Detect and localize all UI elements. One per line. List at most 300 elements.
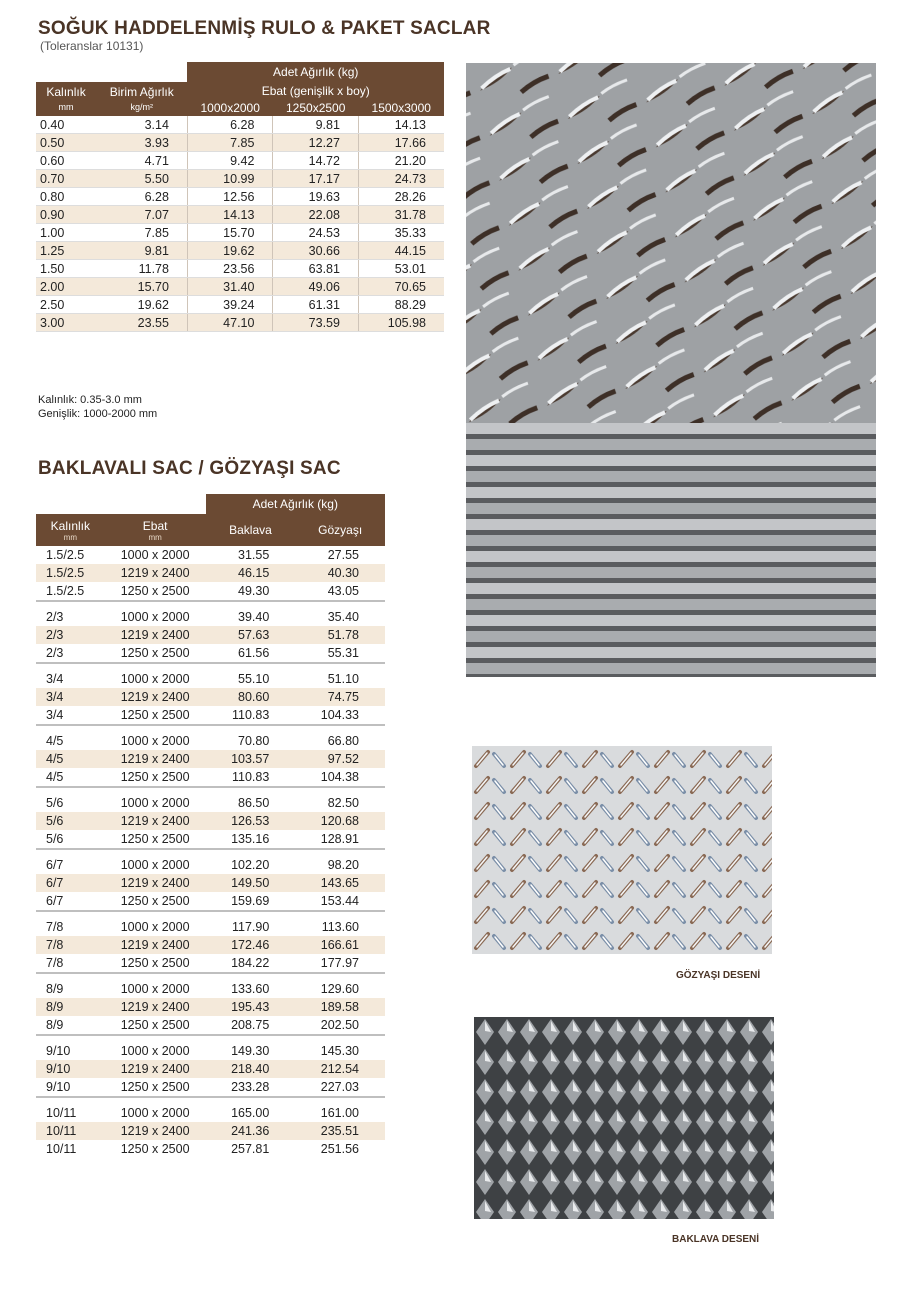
table-cell: 133.60	[231, 982, 270, 996]
table-cell: 7.85	[187, 134, 273, 152]
plate-layer-shadow	[466, 626, 876, 631]
table-row	[36, 688, 385, 706]
table-cell: 166.61	[295, 936, 385, 954]
table-cell: 1250 x 2500	[120, 1142, 190, 1156]
gozyasi-caption: GÖZYAŞI DESENİ	[676, 970, 761, 981]
table-cell: 3.00	[36, 314, 96, 332]
table-cell: 4.71	[96, 152, 187, 170]
table-cell: 117.90	[231, 920, 270, 934]
diamond-plate-stack-photo	[466, 63, 876, 677]
table-cell: 135.16	[231, 832, 270, 846]
table-cell: 1.50	[36, 260, 96, 278]
header-birim	[96, 82, 187, 116]
table-cell: 1000 x 2000	[120, 1044, 190, 1058]
table-cell: 7.07	[96, 206, 187, 224]
table-cell: 11.78	[96, 260, 187, 278]
group-separator	[36, 849, 385, 856]
table-cell: 1219 x 2400	[105, 688, 206, 706]
table-cell: 73.59	[273, 314, 359, 332]
plate-layer-shadow	[466, 530, 876, 535]
table-cell: 4/5	[36, 750, 105, 768]
table-cell: 63.81	[273, 260, 359, 278]
table-cell: 218.40	[206, 1060, 296, 1078]
header-kalinlik	[36, 82, 96, 116]
table-cell: 4/5	[46, 734, 64, 748]
table-cell: 110.83	[231, 708, 270, 722]
table-cell: 10/11	[46, 1106, 77, 1120]
table-cell: 47.10	[187, 314, 273, 332]
table-cell: 145.30	[320, 1044, 359, 1058]
table-cell: 1219 x 2400	[105, 998, 206, 1016]
table-cell: 104.38	[320, 770, 359, 784]
plate-layer-shadow	[466, 658, 876, 663]
plate-layer	[466, 647, 876, 658]
table-row	[36, 206, 444, 224]
plate-layer	[466, 487, 876, 498]
table-cell: 0.40	[36, 116, 96, 134]
table-cell: 40.30	[295, 564, 385, 582]
header-birim-label: Birim Ağırlık	[109, 85, 174, 99]
group-separator-cell	[36, 849, 385, 856]
table-row	[36, 1140, 385, 1158]
table-row	[36, 1122, 385, 1140]
table-cell: 80.60	[206, 688, 296, 706]
table-cell: 5.50	[96, 170, 187, 188]
group-separator-cell	[36, 787, 385, 794]
table-cell: 1.5/2.5	[46, 584, 85, 598]
header-kalinlik-label: Kalınlık	[46, 85, 86, 99]
table-row	[36, 260, 444, 278]
table-row	[36, 170, 444, 188]
table-cell: 51.10	[327, 672, 359, 686]
table-cell: 9.81	[273, 116, 359, 134]
table-row	[36, 626, 385, 644]
table-cell: 19.62	[96, 296, 187, 314]
table-cell: 208.75	[231, 1018, 270, 1032]
table-cell: 1.00	[36, 224, 96, 242]
table-cell: 5/6	[46, 796, 64, 810]
table-cell: 19.63	[273, 188, 359, 206]
table-cell: 39.40	[238, 610, 270, 624]
table-cell: 9/10	[46, 1044, 71, 1058]
table-cell: 1219 x 2400	[105, 564, 206, 582]
header-ebat-2-label: Ebat	[142, 518, 168, 533]
plate-layer-shadow	[466, 674, 876, 677]
table-cell: 70.80	[238, 734, 270, 748]
table-cell: 227.03	[320, 1080, 359, 1094]
table-cell: 8/9	[36, 998, 105, 1016]
table-cell: 8/9	[46, 982, 64, 996]
table-row	[36, 242, 444, 260]
table-cell: 1000 x 2000	[120, 1106, 190, 1120]
table-cell: 57.63	[206, 626, 296, 644]
table-cell: 10/11	[46, 1142, 77, 1156]
plate-layer	[466, 567, 876, 578]
table-row	[36, 750, 385, 768]
table-cell: 1000 x 2000	[120, 610, 190, 624]
table-row	[36, 224, 444, 242]
table-cell: 51.78	[295, 626, 385, 644]
table-row	[36, 1060, 385, 1078]
table-cell: 35.33	[358, 224, 444, 242]
plate-layer	[466, 455, 876, 466]
table-row	[36, 152, 444, 170]
table-cell: 5/6	[46, 832, 64, 846]
header-kalinlik-2-unit: mm	[63, 532, 77, 542]
table-cell: 1250 x 2500	[120, 1018, 190, 1032]
header-group-weight-2: Adet Ağırlık (kg)	[206, 494, 385, 514]
group-separator	[36, 911, 385, 918]
group-separator-cell	[36, 601, 385, 608]
table-cell: 1250 x 2500	[120, 832, 190, 846]
table-cell: 31.40	[187, 278, 273, 296]
table-cell: 12.27	[273, 134, 359, 152]
table-cell: 1250 x 2500	[120, 1080, 190, 1094]
table-row	[36, 134, 444, 152]
table-cell: 3/4	[36, 688, 105, 706]
plate-layer	[466, 503, 876, 514]
table-cell: 1000 x 2000	[120, 672, 190, 686]
table-row	[36, 608, 385, 626]
table-cell: 49.06	[273, 278, 359, 296]
group-separator	[36, 1035, 385, 1042]
table-cell: 1250 x 2500	[120, 894, 190, 908]
table-cell: 10.99	[187, 170, 273, 188]
table-cell: 39.24	[187, 296, 273, 314]
table-row	[36, 644, 385, 663]
table-row	[36, 732, 385, 750]
table-cell: 105.98	[358, 314, 444, 332]
table-cell: 0.90	[36, 206, 96, 224]
group-separator-cell	[36, 1097, 385, 1104]
table-cell: 159.69	[231, 894, 270, 908]
table-cell: 3/4	[46, 708, 64, 722]
plate-layer	[466, 439, 876, 450]
table-cell: 104.33	[320, 708, 359, 722]
table-cell: 88.29	[358, 296, 444, 314]
table-cell: 6/7	[46, 858, 64, 872]
table-row	[36, 768, 385, 787]
header-kalinlik-2	[36, 514, 105, 546]
table-cell: 1.5/2.5	[46, 548, 85, 562]
table-cell: 74.75	[295, 688, 385, 706]
table-cell: 14.13	[358, 116, 444, 134]
table-cell: 110.83	[231, 770, 270, 784]
table-cell: 126.53	[206, 812, 296, 830]
table-row	[36, 116, 444, 134]
table-cell: 113.60	[321, 920, 359, 934]
table-cell: 120.68	[295, 812, 385, 830]
table-cell: 1250 x 2500	[120, 646, 190, 660]
table-cell: 17.66	[358, 134, 444, 152]
header-kalinlik-unit: mm	[58, 102, 74, 112]
table-row	[36, 278, 444, 296]
table-cell: 31.55	[238, 548, 270, 562]
table-cell: 10/11	[36, 1122, 105, 1140]
header-ebat-2-unit: mm	[148, 532, 162, 542]
table-cell: 172.46	[206, 936, 296, 954]
table-cell: 49.30	[238, 584, 270, 598]
table-cell: 5/6	[36, 812, 105, 830]
table-cell: 7/8	[46, 956, 64, 970]
table-cell: 2/3	[46, 646, 64, 660]
table-row	[36, 546, 385, 564]
table-cell: 212.54	[295, 1060, 385, 1078]
plate-layer-shadow	[466, 594, 876, 599]
group-separator-cell	[36, 973, 385, 980]
plate-layer-shadow	[466, 482, 876, 487]
table-cell: 6.28	[187, 116, 273, 134]
table-cell: 7.85	[96, 224, 187, 242]
table-cell: 165.00	[231, 1106, 270, 1120]
plate-layer	[466, 663, 876, 674]
table-cell: 1.5/2.5	[36, 564, 105, 582]
table-cell: 14.13	[187, 206, 273, 224]
table-cell: 35.40	[327, 610, 359, 624]
plate-layer	[466, 423, 876, 434]
table-cell: 6/7	[36, 874, 105, 892]
group-separator	[36, 725, 385, 732]
table-cell: 0.80	[36, 188, 96, 206]
group-separator	[36, 973, 385, 980]
table-cell: 23.56	[187, 260, 273, 278]
table-cell: 28.26	[358, 188, 444, 206]
plate-layer-shadow	[466, 578, 876, 583]
table-cell: 1250 x 2500	[120, 770, 190, 784]
table-row	[36, 314, 444, 332]
plate-layer-shadow	[466, 546, 876, 551]
table-cell: 15.70	[187, 224, 273, 242]
table-row	[36, 980, 385, 998]
plate-layer	[466, 583, 876, 594]
table-cell: 1000 x 2000	[120, 858, 190, 872]
table-cell: 61.31	[273, 296, 359, 314]
table-cell: 22.08	[273, 206, 359, 224]
table-cell: 2.00	[36, 278, 96, 296]
table-cell: 43.05	[327, 584, 359, 598]
section2-title: BAKLAVALI SAC / GÖZYAŞI SAC	[38, 458, 341, 479]
table-row	[36, 856, 385, 874]
table-cell: 21.20	[358, 152, 444, 170]
note-genislik: Genişlik: 1000-2000 mm	[38, 408, 158, 420]
header-size-c: 1500x3000	[358, 99, 444, 116]
table-cell: 24.53	[273, 224, 359, 242]
baklava-caption: BAKLAVA DESENİ	[672, 1234, 760, 1245]
table-cell: 129.60	[320, 982, 359, 996]
table-cell: 1000 x 2000	[120, 734, 190, 748]
table-cell: 98.20	[327, 858, 359, 872]
table-cell: 31.78	[358, 206, 444, 224]
table-cell: 97.52	[295, 750, 385, 768]
table-row	[36, 296, 444, 314]
table-cell: 184.22	[231, 956, 270, 970]
table-cell: 1.25	[36, 242, 96, 260]
table-cell: 14.72	[273, 152, 359, 170]
table-cell: 102.20	[231, 858, 270, 872]
table-cell: 149.50	[206, 874, 296, 892]
table-cell: 1000 x 2000	[120, 982, 190, 996]
table-cell: 2/3	[36, 626, 105, 644]
table-cell: 1000 x 2000	[120, 548, 190, 562]
plate-layer	[466, 471, 876, 482]
table-row	[36, 1104, 385, 1122]
table-cell: 1250 x 2500	[120, 708, 190, 722]
table-cell: 2.50	[36, 296, 96, 314]
table-cell: 149.30	[231, 1044, 270, 1058]
table-cell: 0.50	[36, 134, 96, 152]
group-separator-cell	[36, 725, 385, 732]
table-row	[36, 936, 385, 954]
table-cell: 2/3	[46, 610, 64, 624]
table-row	[36, 794, 385, 812]
checker-plate-table	[36, 494, 385, 1158]
table-cell: 251.56	[320, 1142, 359, 1156]
table-row	[36, 918, 385, 936]
table-cell: 1219 x 2400	[105, 750, 206, 768]
plate-layer	[466, 631, 876, 642]
table-cell: 24.73	[358, 170, 444, 188]
table-cell: 9.42	[187, 152, 273, 170]
table-cell: 1219 x 2400	[105, 812, 206, 830]
table-cell: 23.55	[96, 314, 187, 332]
table-cell: 7/8	[36, 936, 105, 954]
table-cell: 17.17	[273, 170, 359, 188]
table-cell: 161.00	[320, 1106, 359, 1120]
plate-layer-shadow	[466, 562, 876, 567]
group-separator-cell	[36, 1035, 385, 1042]
table-row	[36, 706, 385, 725]
table-row	[36, 1078, 385, 1097]
table-cell: 53.01	[358, 260, 444, 278]
table-cell: 128.91	[320, 832, 359, 846]
gozyasi-pattern-photo	[472, 746, 772, 954]
table-row	[36, 1016, 385, 1035]
table-cell: 61.56	[238, 646, 270, 660]
table-cell: 257.81	[231, 1142, 270, 1156]
header-ebat: Ebat (genişlik x boy)	[187, 82, 444, 99]
table-row	[36, 830, 385, 849]
table-cell: 241.36	[206, 1122, 296, 1140]
table-cell: 153.44	[320, 894, 359, 908]
table-cell: 27.55	[327, 548, 359, 562]
table-cell: 9/10	[36, 1060, 105, 1078]
table-cell: 1219 x 2400	[105, 874, 206, 892]
plate-layer	[466, 551, 876, 562]
plate-layer	[466, 615, 876, 626]
table-cell: 8/9	[46, 1018, 64, 1032]
table-cell: 46.15	[206, 564, 296, 582]
note-kalinlik: Kalınlık: 0.35-3.0 mm	[38, 394, 142, 406]
table-cell: 0.60	[36, 152, 96, 170]
table-cell: 86.50	[238, 796, 270, 810]
header-birim-unit: kg/m²	[130, 102, 154, 112]
table-row	[36, 564, 385, 582]
plate-layer-shadow	[466, 450, 876, 455]
table-cell: 1250 x 2500	[120, 956, 190, 970]
group-separator	[36, 601, 385, 608]
table-row	[36, 670, 385, 688]
group-separator	[36, 663, 385, 670]
table-cell: 0.70	[36, 170, 96, 188]
table-cell: 4/5	[46, 770, 64, 784]
group-separator-cell	[36, 911, 385, 918]
table-row	[36, 582, 385, 601]
table-cell: 1219 x 2400	[105, 1122, 206, 1140]
table-row	[36, 812, 385, 830]
header-gozyasi: Gözyaşı	[295, 514, 385, 546]
table-cell: 12.56	[187, 188, 273, 206]
table-cell: 177.97	[320, 956, 359, 970]
table-cell: 1219 x 2400	[105, 936, 206, 954]
section1-title: SOĞUK HADDELENMİŞ RULO & PAKET SACLAR	[38, 18, 491, 39]
table-cell: 195.43	[206, 998, 296, 1016]
table-row	[36, 874, 385, 892]
table-cell: 6/7	[46, 894, 64, 908]
header-kalinlik-2-label: Kalınlık	[50, 518, 90, 533]
baklava-pattern-photo	[474, 1017, 774, 1219]
table-cell: 55.10	[238, 672, 270, 686]
table-cell: 202.50	[320, 1018, 359, 1032]
plate-layer-shadow	[466, 466, 876, 471]
table-cell: 70.65	[358, 278, 444, 296]
plate-layer-shadow	[466, 642, 876, 647]
section1-subtitle: (Toleranslar 10131)	[40, 39, 144, 53]
table-cell: 189.58	[295, 998, 385, 1016]
table-cell: 3/4	[46, 672, 64, 686]
table-cell: 44.15	[358, 242, 444, 260]
table-cell: 1219 x 2400	[105, 1060, 206, 1078]
table-cell: 55.31	[327, 646, 359, 660]
table-cell: 3.93	[96, 134, 187, 152]
table-cell: 15.70	[96, 278, 187, 296]
header-baklava: Baklava	[206, 514, 296, 546]
table-cell: 9/10	[46, 1080, 71, 1094]
table-cell: 66.80	[327, 734, 359, 748]
header-group-weight: Adet Ağırlık (kg)	[187, 62, 444, 82]
table-cell: 233.28	[231, 1080, 270, 1094]
table-cell: 30.66	[273, 242, 359, 260]
table-row	[36, 188, 444, 206]
plate-layer-shadow	[466, 498, 876, 503]
cold-rolled-table	[36, 62, 444, 332]
group-separator	[36, 787, 385, 794]
group-separator	[36, 1097, 385, 1104]
header-size-a: 1000x2000	[187, 99, 273, 116]
plate-layer-shadow	[466, 514, 876, 519]
plate-layer	[466, 599, 876, 610]
table-cell: 7/8	[46, 920, 64, 934]
table-cell: 82.50	[327, 796, 359, 810]
table-cell: 1000 x 2000	[120, 920, 190, 934]
table-cell: 19.62	[187, 242, 273, 260]
group-separator-cell	[36, 663, 385, 670]
plate-layer-shadow	[466, 434, 876, 439]
table-row	[36, 1042, 385, 1060]
table-row	[36, 892, 385, 911]
plate-layer	[466, 535, 876, 546]
table-cell: 3.14	[96, 116, 187, 134]
table-cell: 103.57	[206, 750, 296, 768]
header-size-b: 1250x2500	[273, 99, 359, 116]
table-cell: 1000 x 2000	[120, 796, 190, 810]
header-ebat-2	[105, 514, 206, 546]
table-cell: 6.28	[96, 188, 187, 206]
table-row	[36, 998, 385, 1016]
table-row	[36, 954, 385, 973]
table-cell: 1219 x 2400	[105, 626, 206, 644]
table-cell: 9.81	[96, 242, 187, 260]
table-cell: 235.51	[295, 1122, 385, 1140]
